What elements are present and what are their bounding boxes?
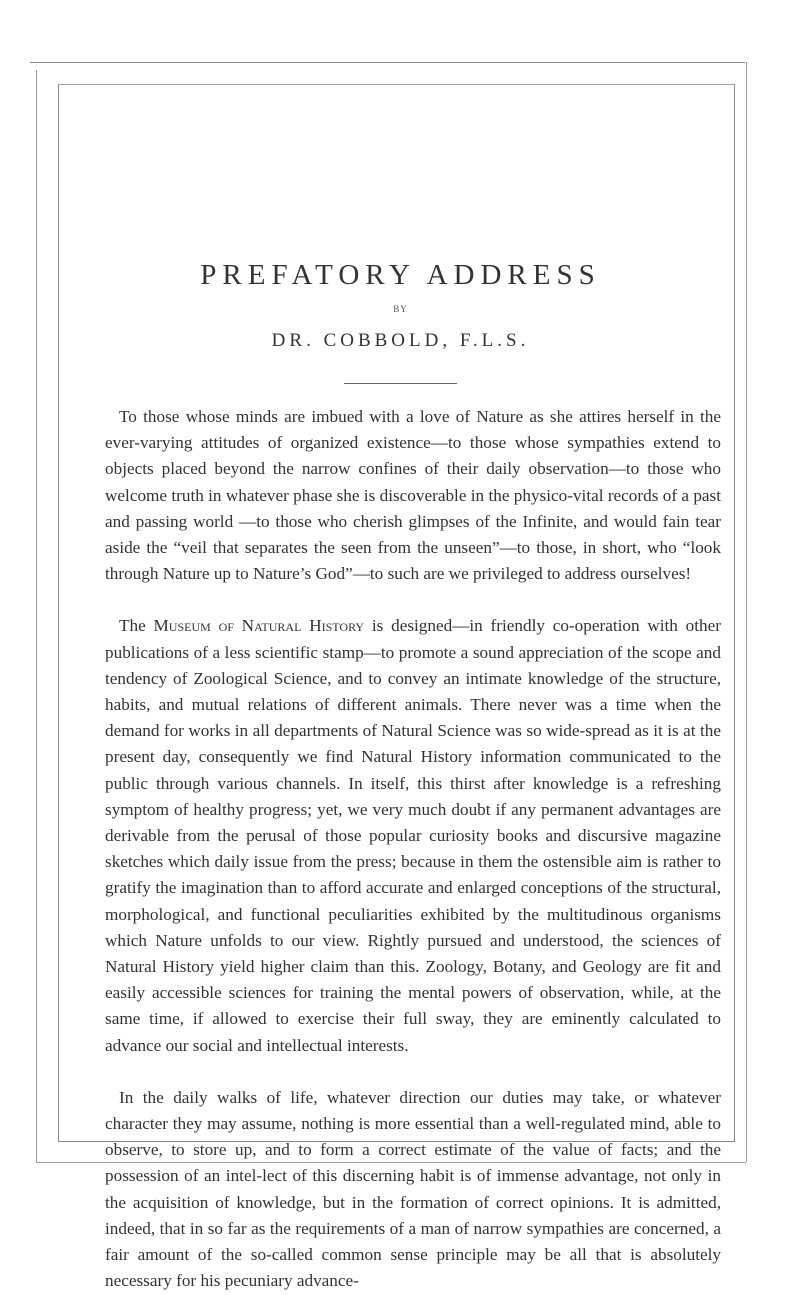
page-title: PREFATORY ADDRESS xyxy=(200,259,601,291)
border-line-right-outer xyxy=(746,62,747,1162)
paragraph-2-lead: The xyxy=(119,616,154,636)
border-line-left-outer xyxy=(36,70,37,1162)
title-divider xyxy=(344,383,457,384)
paragraph-2-rest: is designed—in friendly co-operation with other publications of a less scientific stamp—to promote a sound appreciation of the scope and tendency of Zoological Science, and to convey an intimate knowledge of the structure, habits, and mutual relations of different animals. There never was a time when the demand for works in all departments of Natural Science was so wide-spread as it is at the present day, consequently we find Natural History information communicated to the public through various channels. In itself, this thirst after knowledge is a refreshing symptom of healthy progress; yet, we very much doubt if any permanent advantages are derivable from the perusal of those popular curiosity books and discursive magazine sketches which daily issue from the press; because in them the ostensible aim is rather to gratify the imagination than to afford accurate and enlarged conceptions of the structural, morphological, and functional peculiarities exhibited by the multitudinous organisms which Nature unfolds to our view. Rightly pursued and understood, the sciences of Natural History yield higher claim than this. Zoology, Botany, and Geology are fit and easily accessible sciences for training the mental powers of observation, while, at the same time, if allowed to exercise their full sway, they are eminently calculated to advance our social and intellectual interests. xyxy=(105,616,721,1055)
border-line-right-inner xyxy=(734,84,735,1142)
paragraph-3: In the daily walks of life, whatever direction our duties may take, or whatever character they may assume, nothing is more essential than a well-regulated mind, able to observe, to store up, and to form a correct estimate of the value of facts; and the possession of an intel-lect of this discerning habit is of immense advantage, not only in the acquisition of knowledge, but in the formation of correct opinions. It is admitted, indeed, that in so far as the requirements of a man of narrow sympathies are concerned, a fair amount of the so-called common sense principle may be all that is absolutely necessary for his pecuniary advance- xyxy=(105,1087,721,1291)
museum-title: Museum of Natural History xyxy=(153,616,365,636)
address-body xyxy=(105,404,721,1295)
border-line-left-inner xyxy=(58,84,59,1142)
border-line-top-inner xyxy=(58,84,734,85)
author-name: DR. COBBOLD, F.L.S. xyxy=(271,330,530,351)
paragraph-2 xyxy=(105,613,721,1058)
byline-label: BY xyxy=(393,304,408,314)
border-line-top-outer xyxy=(30,62,745,63)
paragraph-1: To those whose minds are imbued with a love of Nature as she attires herself in the ever-varying attitudes of organized existence—to those whose sympathies extend to objects placed beyond the narrow confines of their daily observation—to those who welcome truth in whatever phase she is discoverable in the physico-vital records of a past and passing world —to those who cherish glimpses of the Infinite, and would fain tear aside the “veil that separates the seen from the unseen”—to those, in short, who “look through Nature up to Nature’s God”—to such are we privileged to address ourselves! xyxy=(105,407,721,584)
